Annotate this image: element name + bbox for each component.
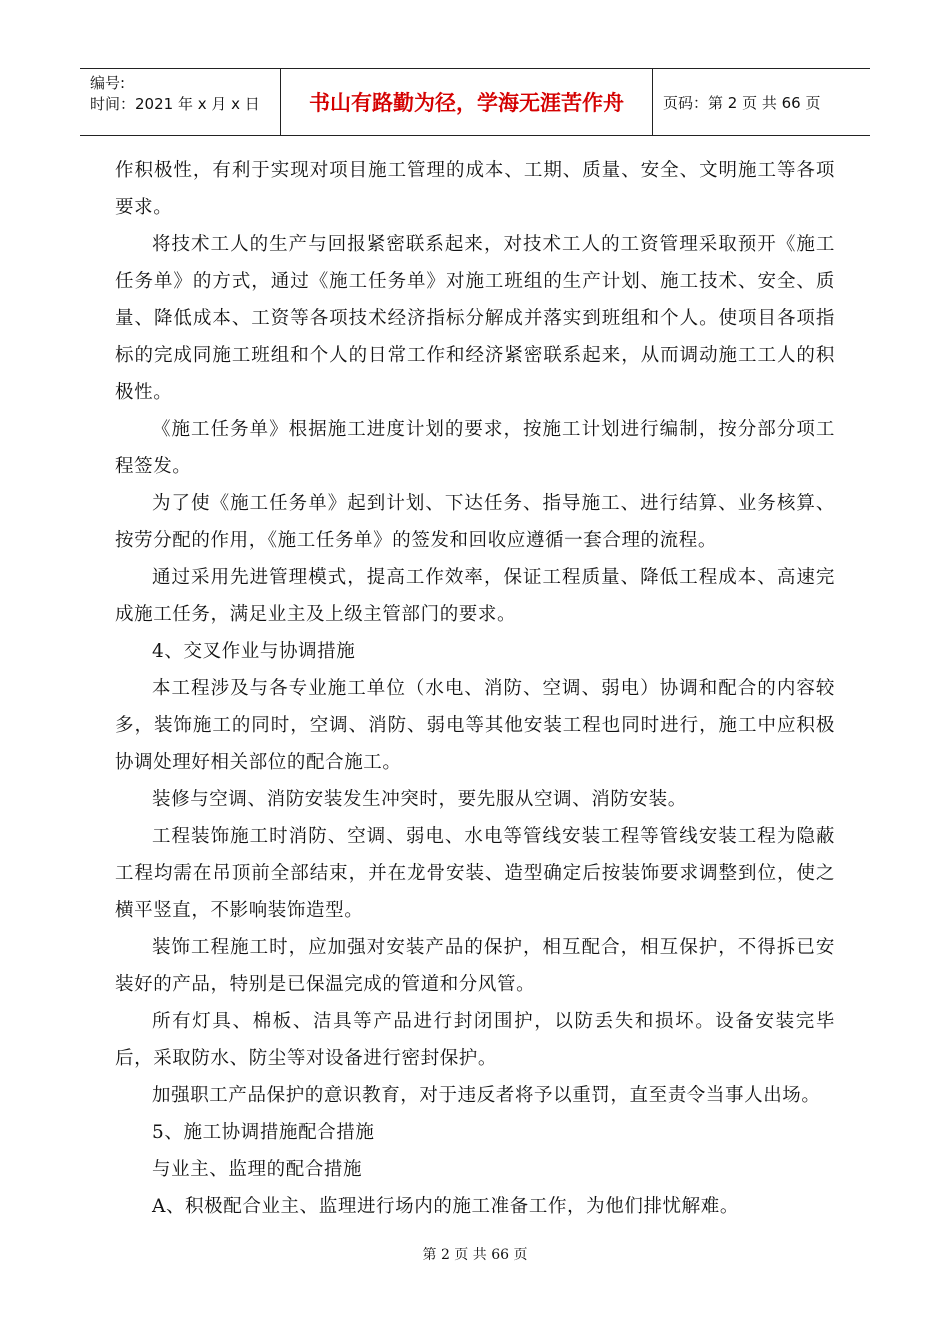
section-heading: 5、施工协调措施配合措施 — [152, 1122, 375, 1143]
paragraph: 装饰工程施工时，应加强对安装产品的保护，相互配合，相互保护，不得拆已安装好的产品，特别是已保温完成的管道和分风管。 — [115, 937, 835, 995]
paragraph: 将技术工人的生产与回报紧密联系起来，对技术工人的工资管理采取预开《施工任务单》的方式，通过《施工任务单》对施工班组的生产计划、施工技术、安全、质量、降低成本、工资等各项技术经济指标分解成并落实到班组和个人。使项目各项指标的完成同施工班组和个人的日常工作和经济紧密联系起来，从而调动施工工人的积极性。 — [115, 234, 835, 403]
subsection-heading: 与业主、监理的配合措施 — [152, 1159, 363, 1180]
section-heading: 4、交叉作业与协调措施 — [152, 641, 356, 662]
document-body — [115, 152, 835, 1225]
paragraph: 本工程涉及与各专业施工单位（水电、消防、空调、弱电）协调和配合的内容较多，装饰施工的同时，空调、消防、弱电等其他安装工程也同时进行，施工中应积极协调处理好相关部位的配合施工。 — [115, 678, 835, 773]
motto: 书山有路勤为径，学海无涯苦作舟 — [281, 69, 653, 135]
number-label: 编号: — [90, 74, 126, 92]
paragraph: 所有灯具、棉板、洁具等产品进行封闭围护，以防丢失和损坏。设备安装完毕后，采取防水、防尘等对设备进行密封保护。 — [115, 1011, 835, 1069]
paragraph: 通过采用先进管理模式，提高工作效率，保证工程质量、降低工程成本、高速完成施工任务，满足业主及上级主管部门的要求。 — [115, 567, 835, 625]
header-left-cell — [80, 69, 281, 135]
header-table — [80, 68, 870, 136]
paragraph: 加强职工产品保护的意识教育，对于违反者将予以重罚，直至责令当事人出场。 — [152, 1085, 821, 1106]
paragraph: 工程装饰施工时消防、空调、弱电、水电等管线安装工程等管线安装工程为隐蔽工程均需在吊顶前全部结束，并在龙骨安装、造型确定后按装饰要求调整到位，使之横平竖直，不影响装饰造型。 — [115, 826, 835, 921]
paragraph: 为了使《施工任务单》起到计划、下达任务、指导施工、进行结算、业务核算、按劳分配的作用，《施工任务单》的签发和回收应遵循一套合理的流程。 — [115, 493, 835, 551]
page-footer: 第 2 页 共 66 页 — [422, 1247, 528, 1263]
paragraph: 作积极性，有利于实现对项目施工管理的成本、工期、质量、安全、文明施工等各项要求。 — [115, 160, 835, 218]
time-label: 时间：2021 年 x 月 x 日 — [90, 95, 260, 113]
paragraph: A、积极配合业主、监理进行场内的施工准备工作，为他们排忧解难。 — [152, 1196, 739, 1217]
header-page-label: 页码：第 2 页 共 66 页 — [663, 93, 821, 112]
paragraph: 装修与空调、消防安装发生冲突时，要先服从空调、消防安装。 — [152, 789, 687, 810]
paragraph: 《施工任务单》根据施工进度计划的要求，按施工计划进行编制，按分部分项工程签发。 — [115, 419, 835, 477]
